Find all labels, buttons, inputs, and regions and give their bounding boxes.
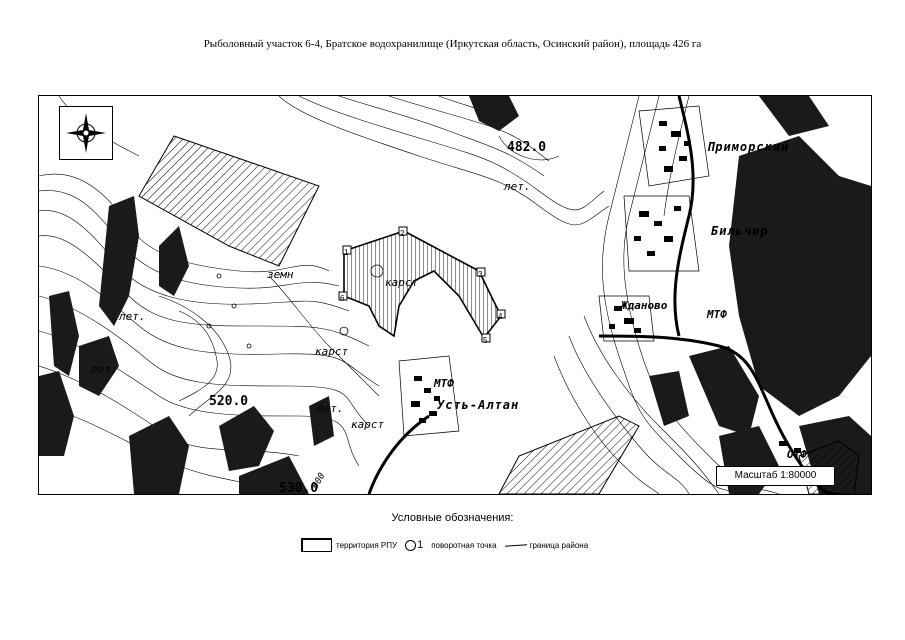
let-label: лет. [119,310,146,323]
turning-point-icon [405,540,416,551]
let-label: лет. [504,180,531,193]
turning-point-number: 4 [498,312,503,321]
border-line-icon [505,544,527,547]
legend-point [405,539,496,551]
elevation-label: 530.0 [279,481,319,495]
mtf-label: МТФ [707,308,727,321]
let-label: лет. [317,402,344,415]
village-label-zhdanovo: Жданово [621,299,668,312]
karst-label: карст [385,276,419,289]
turning-point-number: 1 [344,248,349,257]
let-label: лет. [91,363,118,376]
legend-point-number: 1 [417,539,424,551]
turning-point-number: 5 [483,336,488,345]
mtf-label: МТФ [434,377,454,390]
legend-title: Условные обозначения: [391,512,514,524]
legend [301,535,588,555]
karst-label: карст [351,418,385,431]
turning-point-number: 6 [340,294,345,303]
turning-point-number: 2 [400,229,405,238]
legend-border-label: граница района [529,540,589,550]
compass-rose-icon [59,106,113,160]
contour-lines-top [279,96,609,225]
legend-territory-label: территория РПУ [336,540,398,550]
elevation-label: 482.0 [507,140,547,155]
territory-swatch-icon [301,538,332,552]
map-canvas [39,96,871,494]
village-label-primorsky: Приморский [707,140,790,154]
village-label-bilchir: Бильчир [711,224,769,238]
karst-label: карст [315,345,349,358]
turning-point-number: 3 [478,270,483,279]
elevation-label: 520.0 [209,394,249,409]
contour-value-label: 500 [310,471,328,491]
scale-label: Масштаб 1:80000 [716,466,835,486]
village-label-ust-atan: Усть-Алтан [437,398,520,412]
zemn-label: земн [267,268,294,281]
rpu-territory [344,231,501,338]
page-title: Рыболовный участок 6-4, Братское водохранилище (Иркутская область, Осинский район), площадь 426 га [203,38,702,50]
legend-point-label: поворотная точка [431,540,497,550]
map-frame[interactable] [38,95,872,495]
otf-label: ОТФ [787,448,807,461]
